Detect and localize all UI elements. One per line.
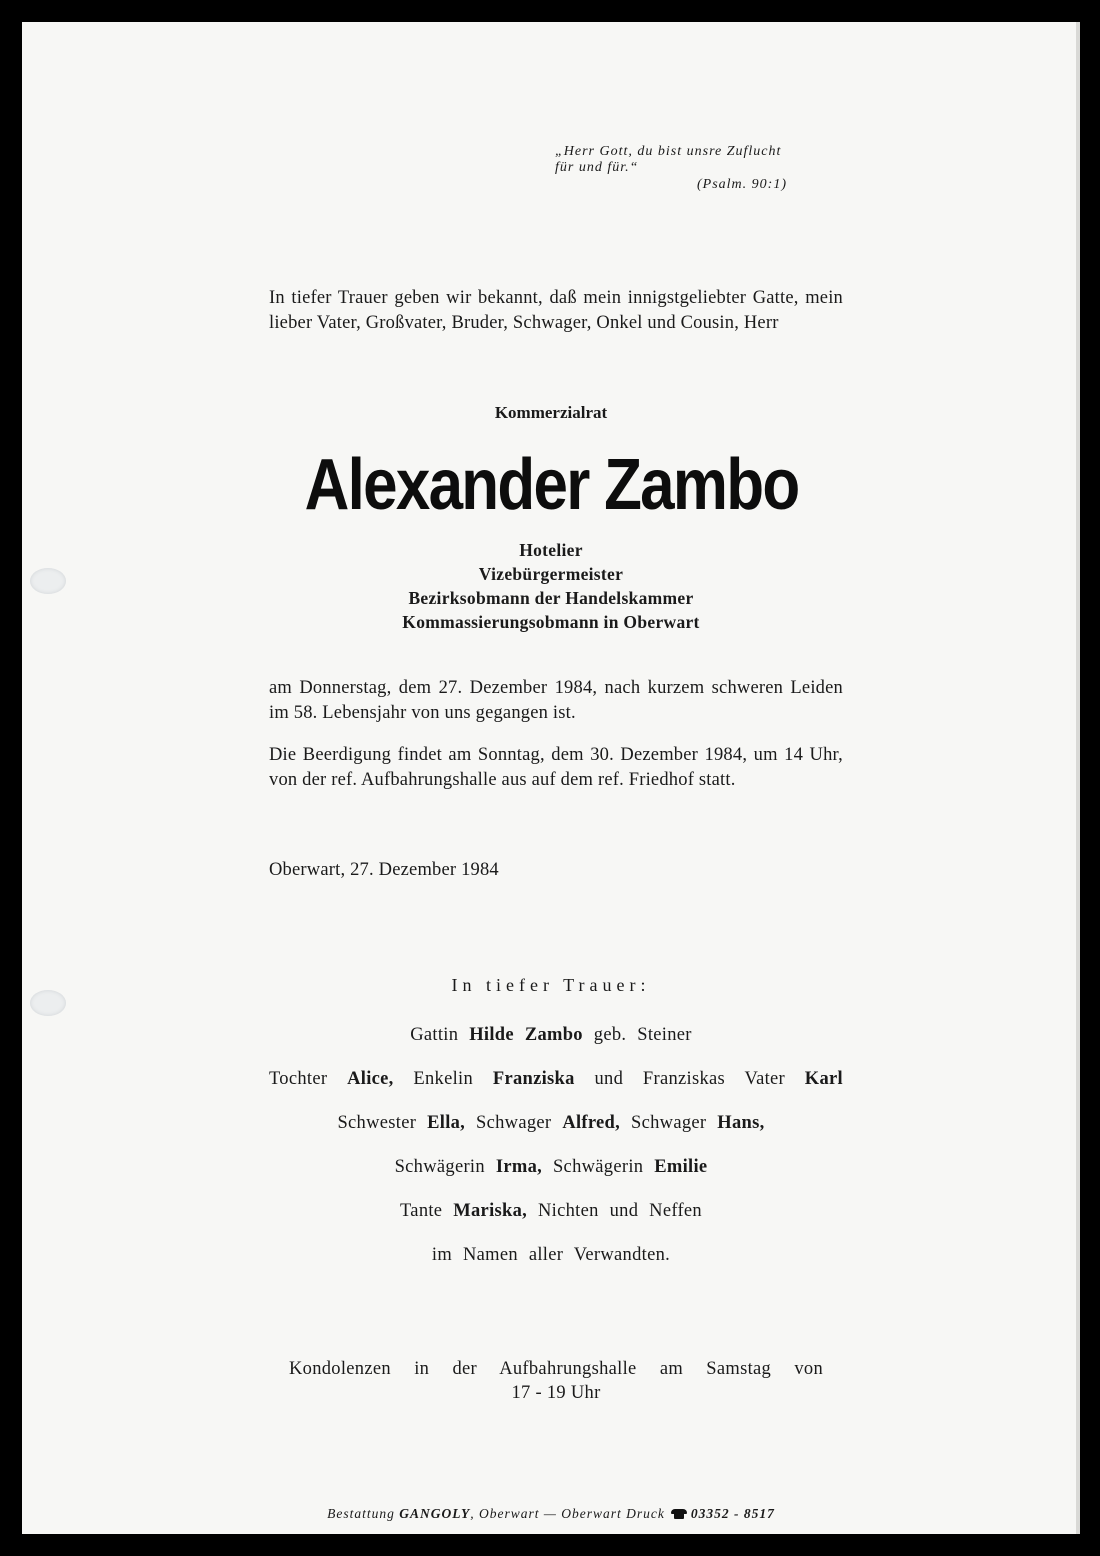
mourner-relation: Schwager bbox=[465, 1113, 563, 1133]
mourner-line bbox=[22, 1020, 1080, 1064]
mourner-relation: Schwägerin bbox=[394, 1157, 496, 1177]
mourner-relation: Tochter bbox=[269, 1069, 348, 1089]
condolence-line-1: Kondolenzen in der Aufbahrungshalle am Samstag von bbox=[289, 1359, 823, 1379]
psalm-line-2: für und für.“ bbox=[555, 160, 639, 175]
mourner-relation: im Namen aller Verwandten. bbox=[431, 1245, 671, 1265]
mourning-heading: In tiefer Trauer: bbox=[451, 975, 651, 995]
mourner-name: Alice, bbox=[347, 1069, 394, 1089]
deceased-name: Alexander Zambo bbox=[304, 445, 799, 525]
place-date: Oberwart, 27. Dezember 1984 bbox=[269, 860, 499, 880]
funeral-notice: Die Beerdigung findet am Sonntag, dem 30. Dezember 1984, um 14 Uhr, von der ref. Aufbahrungshalle aus auf dem ref. Friedhof statt. bbox=[269, 745, 843, 790]
condolence-note bbox=[289, 1357, 823, 1405]
mourner-name: Hilde Zambo bbox=[469, 1025, 583, 1045]
death-notice: am Donnerstag, dem 27. Dezember 1984, nach kurzem schweren Leiden im 58. Lebensjahr von uns gegangen ist. bbox=[269, 678, 843, 723]
mourner-name: Franziska bbox=[492, 1069, 575, 1089]
mourner-name: Emilie bbox=[654, 1157, 708, 1177]
psalm-quote bbox=[555, 144, 855, 193]
mourner-relation: Nichten und Neffen bbox=[527, 1201, 702, 1221]
mourner-name: Alfred, bbox=[562, 1113, 621, 1133]
mourner-relation: Schwägerin bbox=[542, 1157, 655, 1177]
condolence-line-2: 17 - 19 Uhr bbox=[511, 1383, 601, 1403]
mourner-line bbox=[22, 1108, 1080, 1152]
mourner-relation: Tante bbox=[400, 1201, 454, 1221]
title-line: Vizebürgermeister bbox=[478, 564, 624, 584]
mourner-line bbox=[269, 1064, 843, 1108]
mourner-relation: Schwager bbox=[620, 1113, 718, 1133]
mourner-relation: Enkelin bbox=[393, 1069, 493, 1089]
footer-prefix: Bestattung bbox=[327, 1506, 400, 1521]
title-line: Kommassierungsobmann in Oberwart bbox=[402, 612, 700, 632]
mourner-relation: Schwester bbox=[337, 1113, 428, 1133]
title-line: Bezirksobmann der Handelskammer bbox=[408, 588, 694, 608]
mourner-name: Mariska, bbox=[453, 1201, 528, 1221]
mourner-line bbox=[22, 1152, 1080, 1196]
mourner-name: Irma, bbox=[495, 1157, 543, 1177]
printer-footer bbox=[22, 1506, 1080, 1522]
announcement-text: In tiefer Trauer geben wir bekannt, daß mein innigstgeliebter Gatte, mein lieber Vater, Großvater, Bruder, Schwager, Onkel und Cousin, Herr bbox=[269, 288, 843, 333]
mourner-name: Hans, bbox=[717, 1113, 765, 1133]
telephone-icon bbox=[671, 1509, 687, 1519]
deceased-titles bbox=[22, 538, 1080, 634]
footer-company: GANGOLY bbox=[399, 1506, 471, 1521]
mourner-relation: Gattin bbox=[410, 1025, 470, 1045]
mourner-relation: und Franziskas Vater bbox=[574, 1069, 805, 1089]
honorific: Kommerzialrat bbox=[494, 403, 608, 422]
psalm-reference: (Psalm. 90:1) bbox=[697, 177, 787, 192]
mourners-list bbox=[22, 1020, 1080, 1284]
obituary-page bbox=[22, 22, 1080, 1534]
psalm-line-1: „Herr Gott, du bist unsre Zuflucht bbox=[555, 144, 782, 159]
mourner-name: Karl bbox=[804, 1069, 843, 1089]
mourner-line bbox=[22, 1240, 1080, 1284]
mourner-line bbox=[22, 1196, 1080, 1240]
mourner-name: Ella, bbox=[427, 1113, 466, 1133]
title-line: Hotelier bbox=[519, 540, 583, 560]
footer-rest: , Oberwart — Oberwart Druck bbox=[470, 1506, 665, 1521]
mourner-relation: geb. Steiner bbox=[582, 1025, 692, 1045]
footer-phone: 03352 - 8517 bbox=[690, 1506, 775, 1521]
